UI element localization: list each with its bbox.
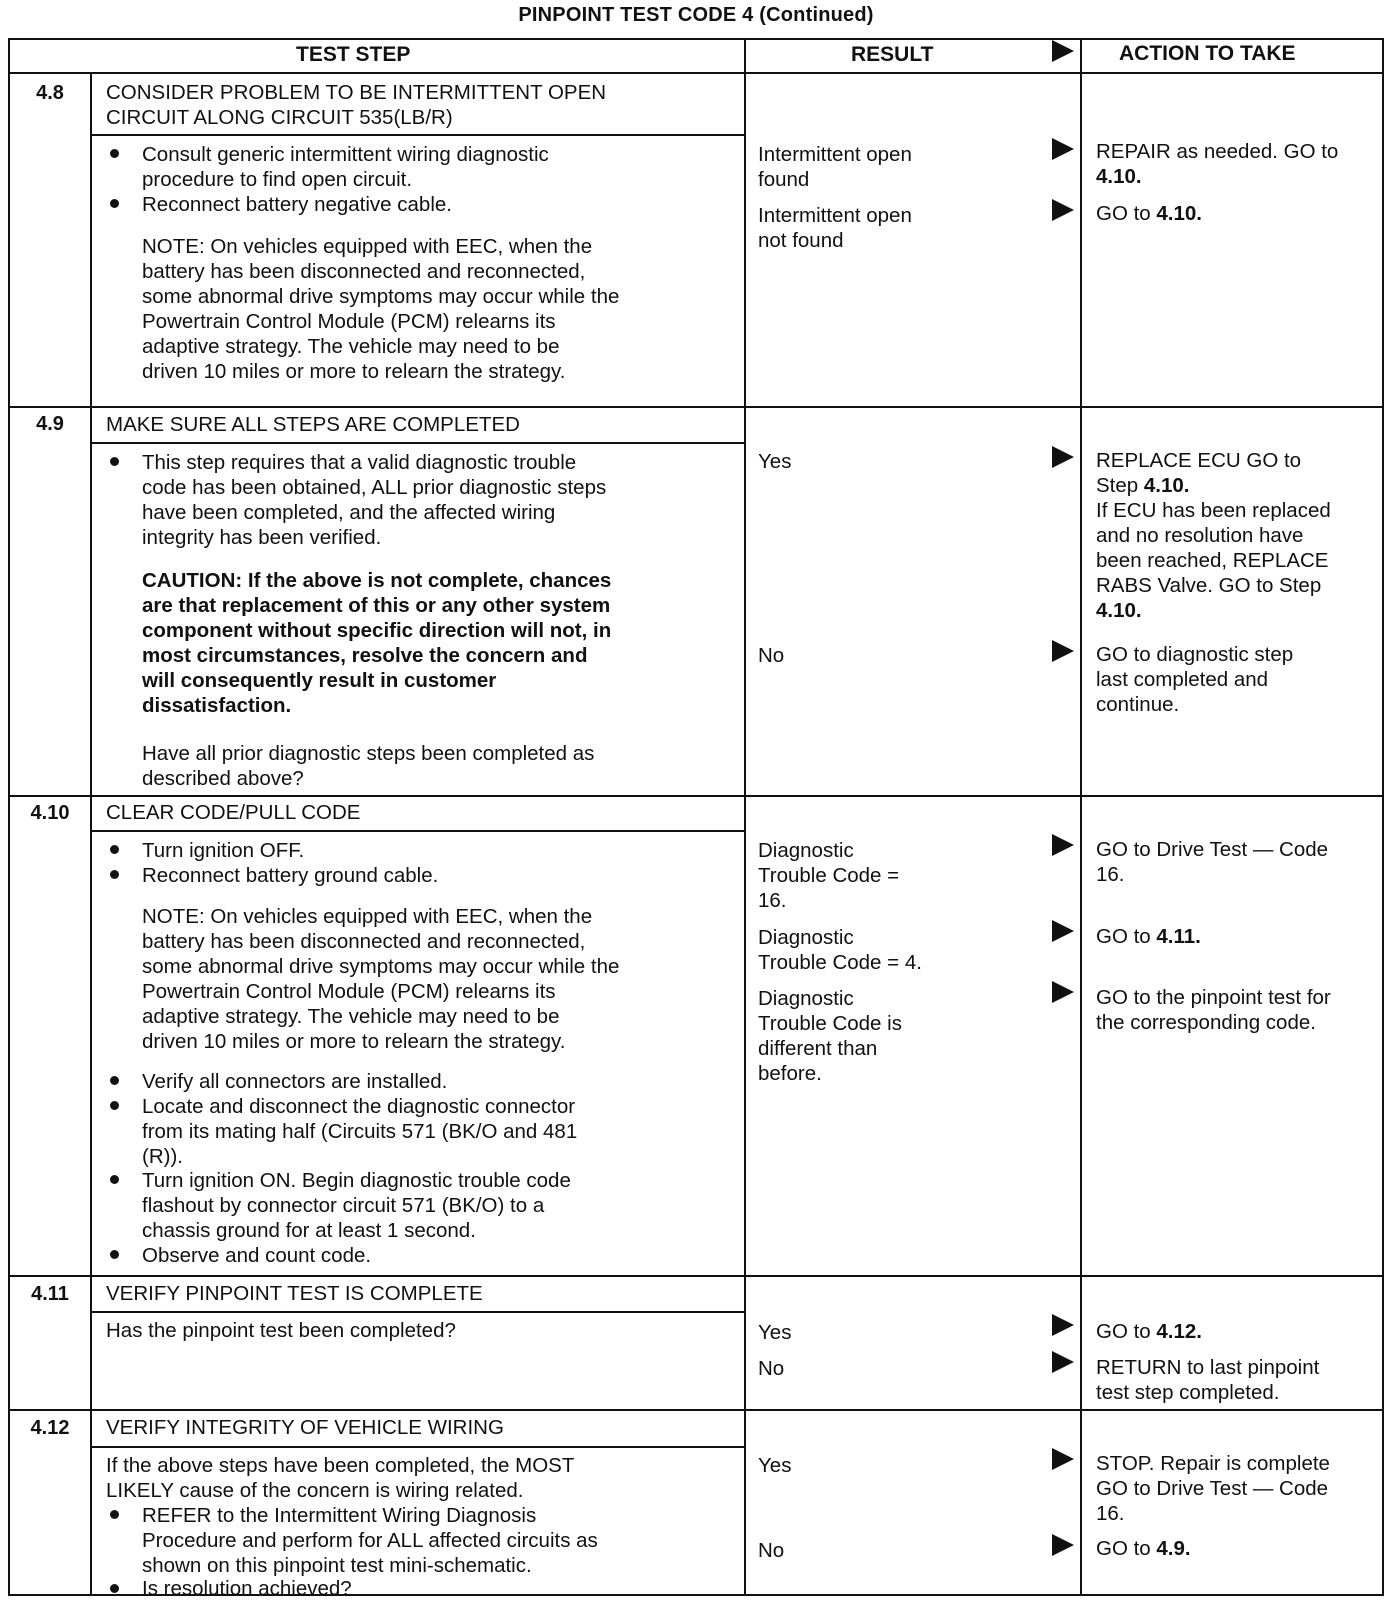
step-4-8-bullet-2: Reconnect battery negative cable. bbox=[142, 193, 452, 216]
step-4-12-result-no: No bbox=[758, 1539, 785, 1562]
arrow-icon bbox=[1052, 1534, 1074, 1556]
step-4-8-action-2: GO to 4.10. bbox=[1096, 202, 1202, 225]
step-rule-4-10 bbox=[8, 795, 1384, 797]
step-4-12-bullet-2: Is resolution achieved? bbox=[142, 1577, 352, 1600]
step-4-11-action-no: RETURN to last pinpoint test step completed. bbox=[1096, 1356, 1320, 1404]
arrow-icon bbox=[1052, 920, 1074, 942]
step-rule-4-9 bbox=[8, 406, 1384, 408]
step-4-9-bullet-1: This step requires that a valid diagnostic trouble code has been obtained, ALL prior diagnostic steps have been completed, and the affected wiring integrity has been verified. bbox=[142, 451, 607, 549]
step-heading-4-11: VERIFY PINPOINT TEST IS COMPLETE bbox=[106, 1282, 483, 1305]
arrow-icon bbox=[1052, 834, 1074, 856]
step-heading-4-10: CLEAR CODE/PULL CODE bbox=[106, 801, 361, 824]
step-4-12-action-no: GO to 4.9. bbox=[1096, 1537, 1191, 1560]
step-4-10-bullet-6: Observe and count code. bbox=[142, 1244, 372, 1267]
heading-rule-4-12 bbox=[90, 1446, 745, 1448]
step-number-4-10: 4.10 bbox=[30, 802, 70, 824]
bullet-icon bbox=[110, 845, 119, 854]
col-divider-step-number bbox=[90, 72, 92, 1596]
arrow-icon bbox=[1052, 640, 1074, 662]
arrow-icon bbox=[1052, 1314, 1074, 1336]
step-number-4-9: 4.9 bbox=[36, 413, 64, 435]
page-title: PINPOINT TEST CODE 4 (Continued) bbox=[518, 4, 874, 26]
step-number-4-8: 4.8 bbox=[36, 82, 64, 104]
step-4-10-bullet-1: Turn ignition OFF. bbox=[142, 839, 305, 862]
step-4-11-result-yes: Yes bbox=[758, 1321, 792, 1344]
step-4-12-result-yes: Yes bbox=[758, 1454, 792, 1477]
bullet-icon bbox=[110, 1250, 119, 1259]
heading-rule-4-11 bbox=[90, 1311, 745, 1313]
step-rule-4-12 bbox=[8, 1409, 1384, 1411]
step-4-10-result-1: Diagnostic Trouble Code = 16. bbox=[758, 839, 900, 912]
arrow-icon bbox=[1052, 981, 1074, 1003]
bullet-icon bbox=[110, 1584, 119, 1593]
step-4-10-bullet-2: Reconnect battery ground cable. bbox=[142, 864, 439, 887]
step-4-12-bullet-1: REFER to the Intermittent Wiring Diagnosis Procedure and perform for ALL affected circuits as shown on this pinpoint test mini-schematic. bbox=[142, 1504, 598, 1577]
step-heading-4-12: VERIFY INTEGRITY OF VEHICLE WIRING bbox=[106, 1416, 504, 1439]
bullet-icon bbox=[110, 199, 119, 208]
bullet-icon bbox=[110, 1510, 119, 1519]
step-4-10-action-1: GO to Drive Test — Code 16. bbox=[1096, 838, 1329, 886]
arrow-icon bbox=[1052, 1351, 1074, 1373]
col-divider-action bbox=[1080, 38, 1082, 1596]
step-number-4-11: 4.11 bbox=[31, 1283, 69, 1305]
col-divider-result bbox=[744, 38, 746, 1596]
step-4-9-question: Have all prior diagnostic steps been completed as described above? bbox=[142, 742, 595, 790]
step-rule-4-11 bbox=[8, 1275, 1384, 1277]
arrow-icon bbox=[1052, 199, 1074, 221]
bullet-icon bbox=[110, 149, 119, 158]
step-heading-4-9: MAKE SURE ALL STEPS ARE COMPLETED bbox=[106, 413, 520, 436]
step-4-12-action-yes: STOP. Repair is complete GO to Drive Test — Code 16. bbox=[1096, 1452, 1330, 1525]
step-4-9-result-yes: Yes bbox=[758, 450, 792, 473]
step-4-10-bullet-4: Locate and disconnect the diagnostic connector from its mating half (Circuits 571 (BK/O and 481 (R)). bbox=[142, 1095, 578, 1168]
arrow-icon bbox=[1052, 138, 1074, 160]
step-heading-4-8: CONSIDER PROBLEM TO BE INTERMITTENT OPEN CIRCUIT ALONG CIRCUIT 535(LB/R) bbox=[106, 81, 607, 129]
heading-rule-4-10 bbox=[90, 830, 745, 832]
step-4-8-bullet-1: Consult generic intermittent wiring diagnostic procedure to find open circuit. bbox=[142, 143, 549, 191]
header-bottom-rule bbox=[8, 72, 1384, 74]
header-test-step: TEST STEP bbox=[296, 43, 411, 66]
step-4-8-result-2: Intermittent open not found bbox=[758, 204, 912, 252]
step-4-10-action-2: GO to 4.11. bbox=[1096, 925, 1201, 948]
arrow-icon bbox=[1052, 1448, 1074, 1470]
header-result: RESULT bbox=[851, 43, 934, 66]
header-action: ACTION TO TAKE bbox=[1119, 42, 1296, 65]
step-4-8-note: NOTE: On vehicles equipped with EEC, when the battery has been disconnected and reconnected, some abnormal drive symptoms may occur while the Powertrain Control Module (PCM) relearns its adaptive strategy. The vehicle may need to be driven 10 miles or more to relearn the strategy. bbox=[142, 235, 620, 383]
bullet-icon bbox=[110, 1101, 119, 1110]
arrow-icon bbox=[1052, 446, 1074, 468]
bullet-icon bbox=[110, 1175, 119, 1184]
step-4-10-result-3: Diagnostic Trouble Code is different than before. bbox=[758, 987, 902, 1085]
heading-rule-4-8 bbox=[90, 134, 745, 136]
step-4-11-action-yes: GO to 4.12. bbox=[1096, 1320, 1202, 1343]
step-4-10-bullet-5: Turn ignition ON. Begin diagnostic trouble code flashout by connector circuit 571 (BK/O) to a chassis ground for at least 1 second. bbox=[142, 1169, 571, 1242]
bullet-icon bbox=[110, 457, 119, 466]
step-4-10-note: NOTE: On vehicles equipped with EEC, when the battery has been disconnected and reconnected, some abnormal drive symptoms may occur while the Powertrain Control Module (PCM) relearns its adaptive strategy. The vehicle may need to be driven 10 miles or more to relearn the strategy. bbox=[142, 905, 620, 1053]
step-4-10-action-3: GO to the pinpoint test for the corresponding code. bbox=[1096, 986, 1331, 1034]
step-4-11-question: Has the pinpoint test been completed? bbox=[106, 1319, 456, 1342]
step-4-12-intro: If the above steps have been completed, the MOST LIKELY cause of the concern is wiring related. bbox=[106, 1454, 575, 1502]
step-4-9-action-no: GO to diagnostic step last completed and continue. bbox=[1096, 643, 1294, 716]
step-number-4-12: 4.12 bbox=[30, 1417, 70, 1439]
heading-rule-4-9 bbox=[90, 442, 745, 444]
step-4-10-result-2: Diagnostic Trouble Code = 4. bbox=[758, 926, 922, 974]
step-4-9-action-yes: REPLACE ECU GO to Step 4.10. If ECU has been replaced and no resolution have been reached, REPLACE RABS Valve. GO to Step 4.10. bbox=[1096, 449, 1331, 622]
step-4-11-result-no: No bbox=[758, 1357, 785, 1380]
header-arrow-icon bbox=[1052, 40, 1074, 62]
step-4-9-caution: CAUTION: If the above is not complete, chances are that replacement of this or any other system component without specific direction will not, in most circumstances, resolve the concern and will consequently result in customer dissatisfaction. bbox=[142, 569, 612, 717]
step-4-9-result-no: No bbox=[758, 644, 785, 667]
step-4-8-result-1: Intermittent open found bbox=[758, 143, 912, 191]
step-4-8-action-1: REPAIR as needed. GO to 4.10. bbox=[1096, 140, 1339, 188]
step-4-10-bullet-3: Verify all connectors are installed. bbox=[142, 1070, 448, 1093]
bullet-icon bbox=[110, 870, 119, 879]
bullet-icon bbox=[110, 1076, 119, 1085]
